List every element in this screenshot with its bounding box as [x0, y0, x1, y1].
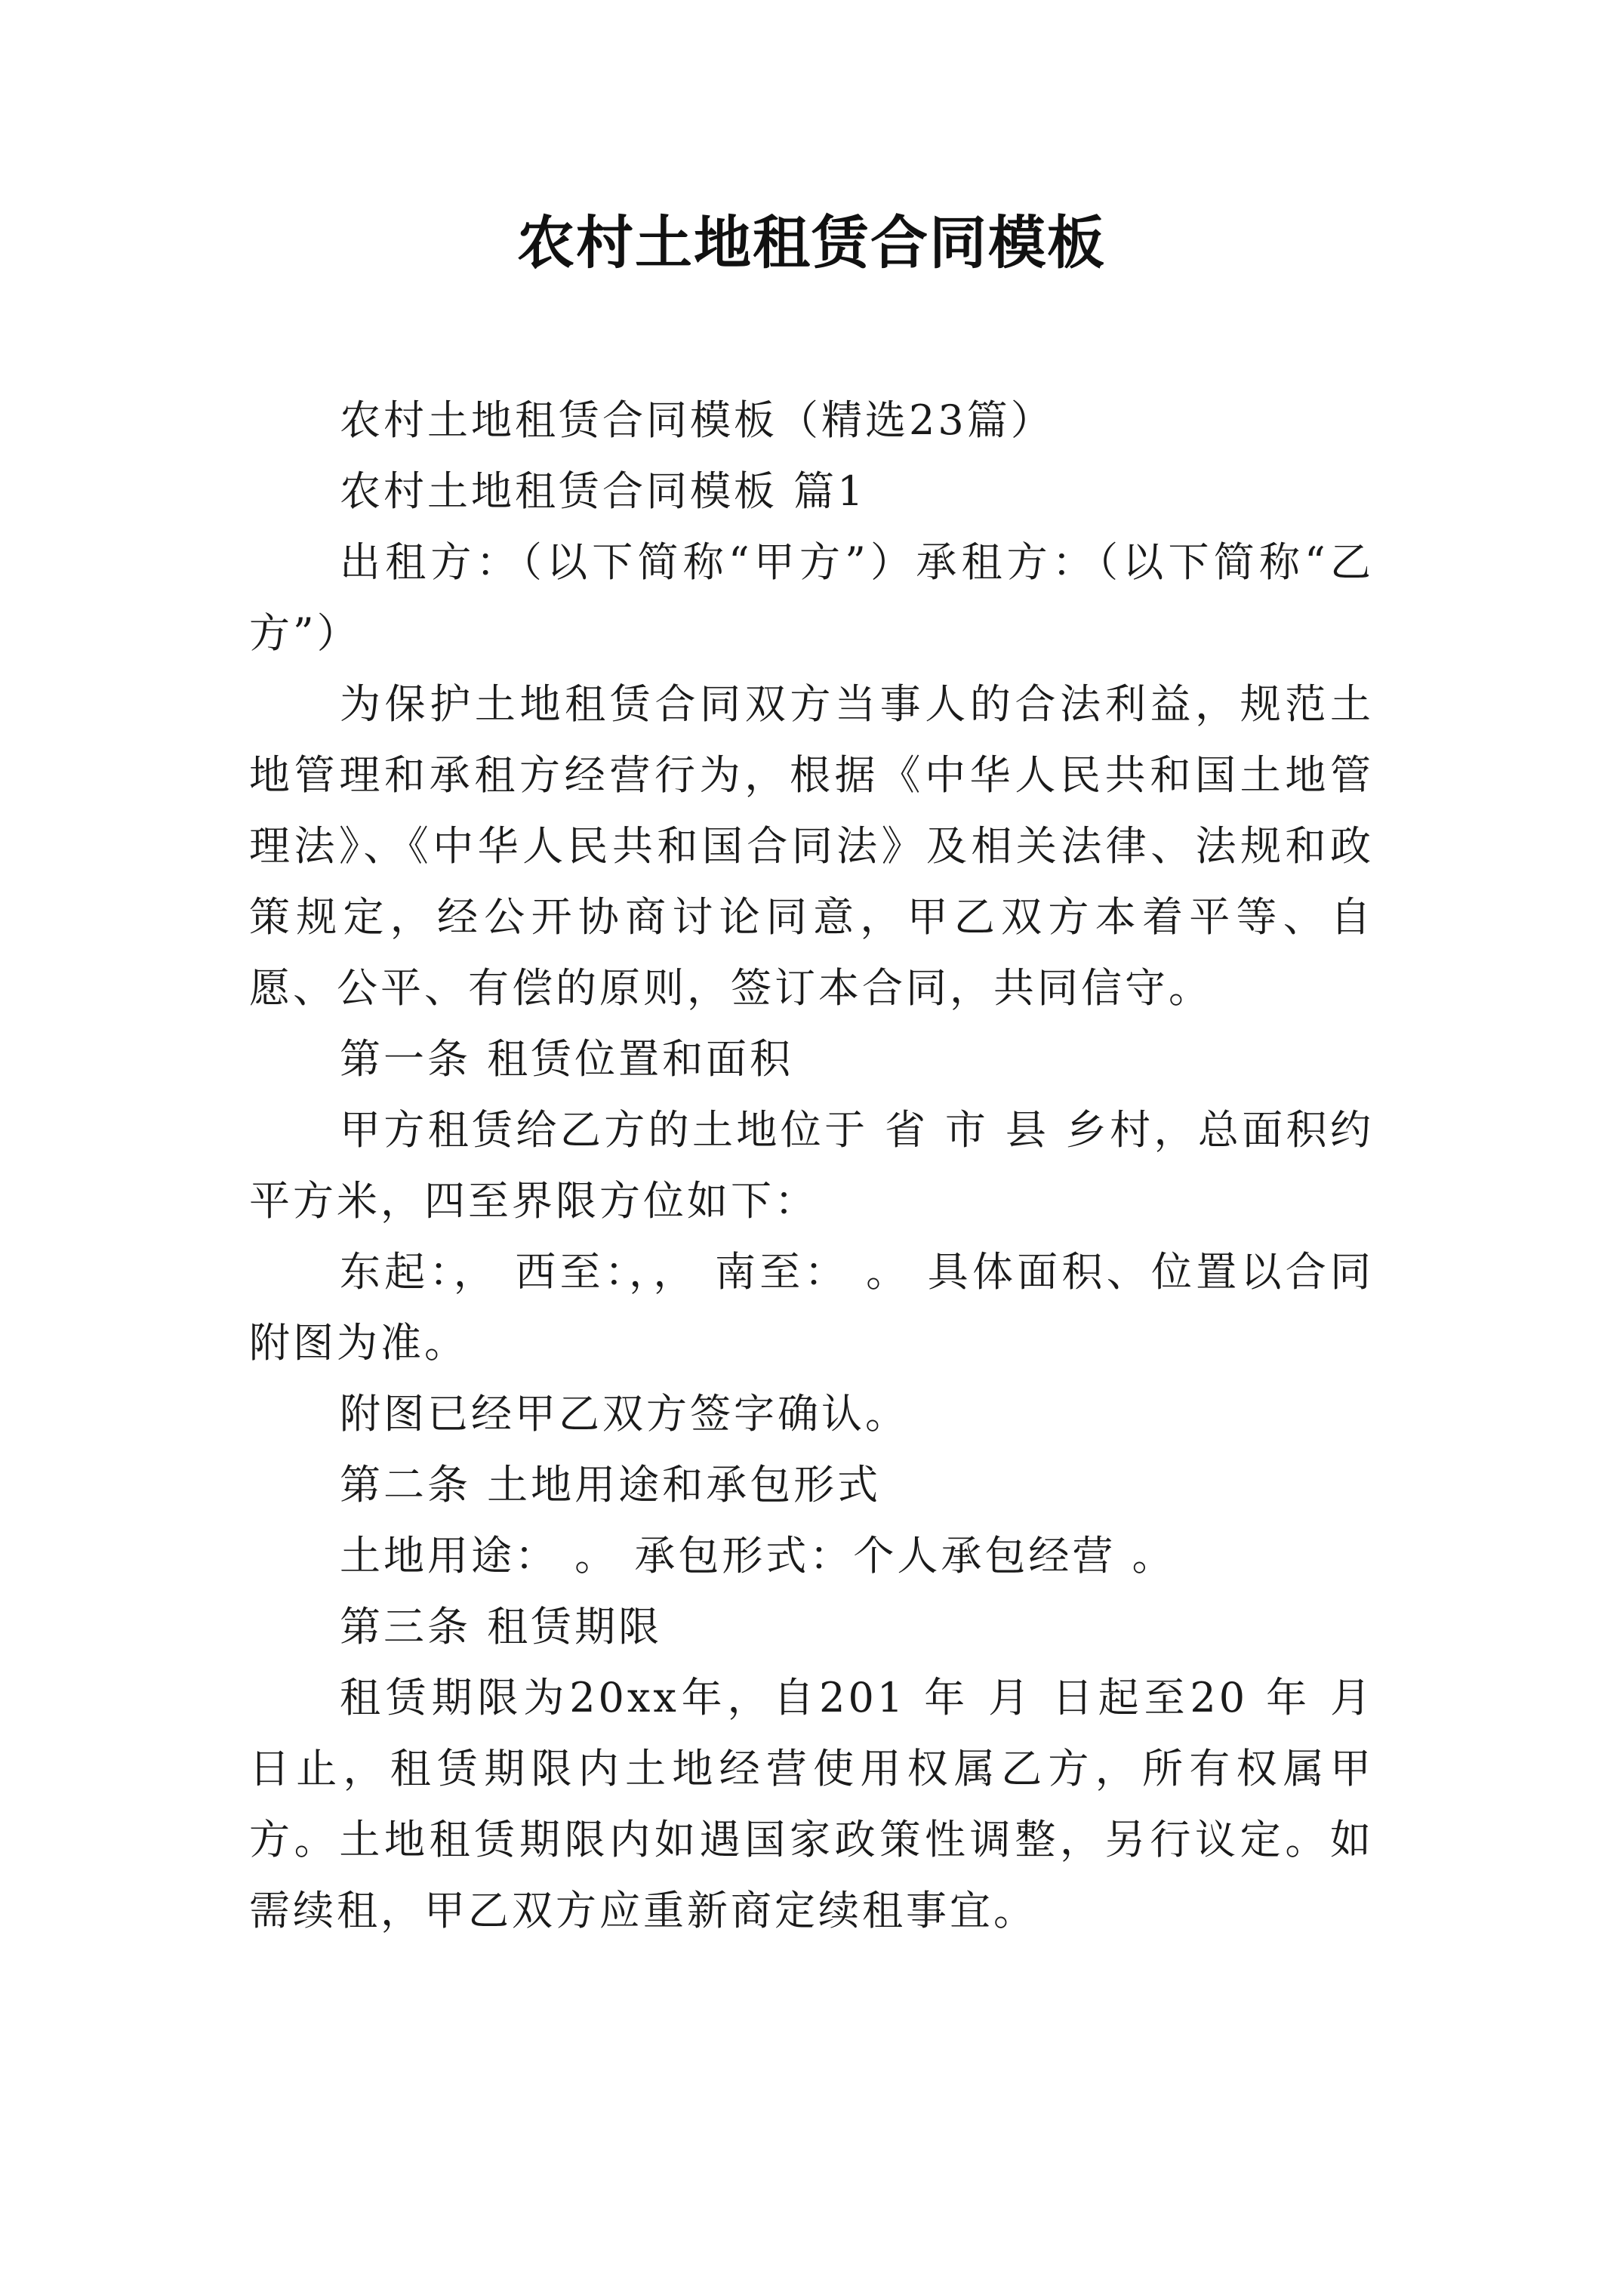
paragraph-preamble: 为保护土地租赁合同双方当事人的合法利益，规范土地管理和承租方经营行为，根据《中华人民共和国土地管理法》、《中华人民共和国合同法》及相关法律、法规和政策规定，经公开协商讨论同意，甲乙双方本着平等、自愿、公平、有偿的原则，签订本合同，共同信守。	[249, 680, 1374, 1012]
document-title: 农村土地租赁合同模板	[517, 209, 1106, 276]
paragraph-section-heading: 农村土地租赁合同模板 篇1	[340, 467, 867, 515]
article-3-heading: 第三条 租赁期限	[340, 1603, 663, 1650]
document-body	[249, 385, 1390, 1946]
article-1-attachment-note: 附图已经甲乙双方签字确认。	[340, 1390, 909, 1438]
article-2-usage: 土地用途： 。 承包形式：个人承包经营 。	[340, 1532, 1176, 1579]
article-1-heading: 第一条 租赁位置和面积	[340, 1035, 794, 1083]
article-3-term: 租赁期限为20xx年，自201 年 月 日起至20 年 月日止，租赁期限内土地经营使用权属乙方，所有权属甲方。土地租赁期限内如遇国家政策性调整，另行议定。如需续租，甲乙双方应重新商定续租事宜。	[249, 1674, 1374, 1934]
paragraph-subtitle: 农村土地租赁合同模板（精选23篇）	[340, 396, 1055, 444]
article-1-boundaries: 东起：， 西至：，， 南至： 。 具体面积、位置以合同附图为准。	[249, 1248, 1374, 1367]
paragraph-parties: 出租方：（以下简称“甲方”）承租方：（以下简称“乙方”）	[249, 538, 1374, 657]
article-2-heading: 第二条 土地用途和承包形式	[340, 1461, 882, 1509]
article-1-location: 甲方租赁给乙方的土地位于 省 市 县 乡村，总面积约 平方米，四至界限方位如下：	[249, 1106, 1390, 1225]
